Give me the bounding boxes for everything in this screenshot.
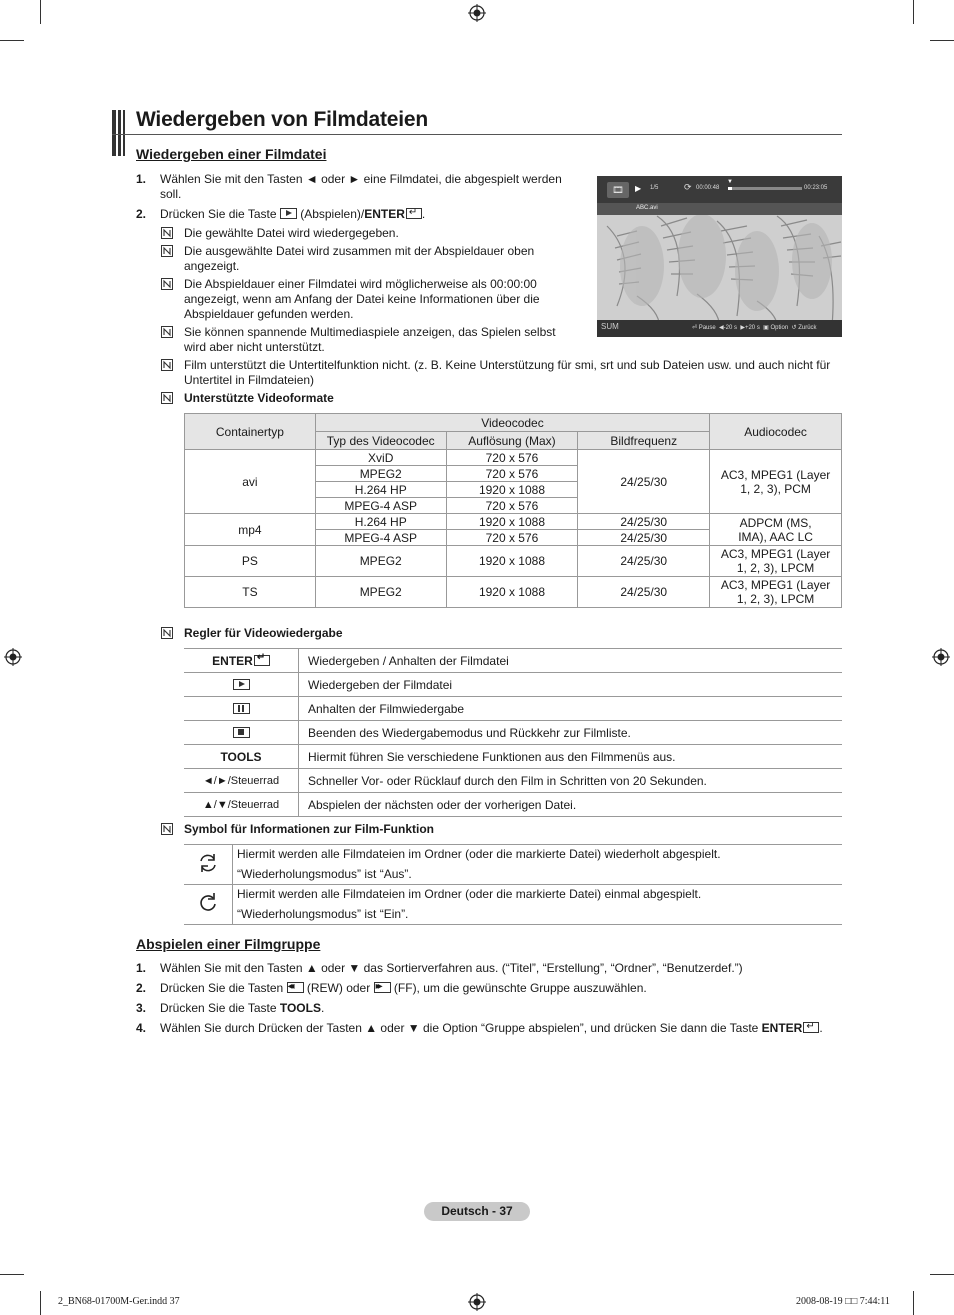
- crop-mark: [930, 40, 954, 41]
- cell-resolution: 1920 x 1088: [446, 577, 578, 608]
- step-number: 4.: [136, 1021, 147, 1035]
- movie-icon: 🎞: [607, 182, 629, 198]
- symbol-desc: [233, 885, 843, 925]
- cell-type: H.264 HP: [315, 514, 446, 530]
- crop-mark: [40, 0, 41, 24]
- key-desc: Abspielen der nächsten oder der vorherigen Datei.: [299, 793, 843, 817]
- step-text-part: Wählen Sie durch Drücken der Tasten ▲ oder ▼ die Option “Gruppe abspielen”, und drücken Sie dann die Taste: [160, 1021, 759, 1035]
- video-format-table: [184, 413, 842, 608]
- file-counter: 1/5: [650, 185, 659, 191]
- repeat-once-cell: [184, 885, 233, 925]
- cell-type: H.264 HP: [315, 482, 446, 498]
- note-icon: [161, 245, 173, 257]
- symbol-desc-line: Hiermit werden alle Filmdateien im Ordner (oder die markierte Datei) einmal abgespielt.: [237, 887, 702, 901]
- key-desc: Anhalten der Filmwiedergabe: [299, 697, 843, 721]
- page-title: Wiedergeben von Filmdateien: [136, 108, 428, 131]
- filename: ABC.avi: [636, 205, 658, 211]
- step-text: [160, 207, 580, 222]
- key-enter: [184, 649, 299, 673]
- header-resolution: Auflösung (Max): [446, 432, 578, 450]
- header-container: Containertyp: [185, 414, 316, 450]
- key-desc: Hiermit führen Sie verschiedene Funktionen aus den Filmmenüs aus.: [299, 745, 843, 769]
- key-play: [184, 673, 299, 697]
- hint-pause: Pause: [698, 325, 716, 331]
- cell-resolution: 720 x 576: [446, 450, 578, 466]
- pause-button-icon: [233, 703, 250, 714]
- hint-option: Option: [770, 325, 789, 331]
- registration-mark-icon: [4, 648, 22, 666]
- cell-type: MPEG2: [315, 546, 446, 577]
- cell-resolution: 720 x 576: [446, 466, 578, 482]
- step-text: Wählen Sie mit den Tasten ▲ oder ▼ das Sortierverfahren aus. (“Titel”, “Erstellung”, “Ordner”, “Benutzerdef.”): [160, 961, 743, 975]
- step-text-part: Drücken Sie die Taste: [160, 1001, 277, 1015]
- cell-resolution: 720 x 576: [446, 530, 578, 546]
- section-heading: Wiedergeben einer Filmdatei: [136, 146, 327, 162]
- key-desc: Wiedergeben / Anhalten der Filmdatei: [299, 649, 843, 673]
- note-heading: Regler für Videowiedergabe: [184, 626, 343, 640]
- step-text: Wählen Sie mit den Tasten ◄ oder ► eine Filmdatei, die abgespielt werden soll.: [160, 172, 562, 201]
- key-tools: TOOLS: [184, 745, 299, 769]
- section-heading: Abspielen einer Filmgruppe: [136, 936, 321, 952]
- enter-key-label: ENTER: [364, 207, 405, 221]
- enter-icon: ⏎: [692, 325, 698, 331]
- progress-bar: [728, 187, 802, 190]
- step-text: [160, 981, 840, 996]
- key-desc: Beenden des Wiedergabemodus und Rückkehr zur Filmliste.: [299, 721, 843, 745]
- step-text-part: .: [320, 1001, 325, 1015]
- cell-framerate: 24/25/30: [578, 546, 710, 577]
- note-icon: [161, 278, 173, 290]
- playback-controls-table: [184, 648, 842, 817]
- cell-resolution: 1920 x 1088: [446, 514, 578, 530]
- crop-mark: [0, 40, 24, 41]
- repeat-icon: ⟳: [684, 182, 692, 192]
- note-icon: [161, 392, 173, 404]
- cell-type: MPEG-4 ASP: [315, 498, 446, 514]
- rewind-button-icon: [287, 982, 304, 993]
- cell-type: MPEG-4 ASP: [315, 530, 446, 546]
- fast-forward-button-icon: [374, 982, 391, 993]
- print-slug-file: 2_BN68-01700M-Ger.indd 37: [58, 1296, 180, 1307]
- header-type: Typ des Videocodec: [315, 432, 446, 450]
- key-desc: Schneller Vor- oder Rücklauf durch den Film in Schritten von 20 Sekunden.: [299, 769, 843, 793]
- header-audiocodec: Audiocodec: [710, 414, 842, 450]
- progress-marker-icon: ▼: [727, 179, 733, 185]
- registration-mark-icon: [468, 1293, 486, 1311]
- enter-icon: [406, 208, 422, 219]
- note-heading: Symbol für Informationen zur Film-Funktion: [184, 822, 434, 836]
- page-number: Deutsch - 37: [424, 1202, 530, 1221]
- step-number: 3.: [136, 1001, 147, 1015]
- crop-mark: [0, 1274, 24, 1275]
- symbol-desc-line: “Wiederholungsmodus” ist “Aus”.: [237, 866, 412, 881]
- symbol-desc-line: Hiermit werden alle Filmdateien im Ordner (oder die markierte Datei) wiederholt abgespielt.: [237, 847, 721, 861]
- enter-icon: [254, 655, 270, 666]
- key-desc: Wiedergeben der Filmdatei: [299, 673, 843, 697]
- repeat-all-icon: [196, 851, 220, 875]
- player-screenshot: [597, 176, 842, 337]
- note-text: Die ausgewählte Datei wird zusammen mit der Abspieldauer oben angezeigt.: [184, 244, 535, 273]
- registration-mark-icon: [468, 4, 486, 22]
- cell-audio: AC3, MPEG1 (Layer 1, 2, 3), PCM: [710, 450, 842, 514]
- enter-icon: [803, 1022, 819, 1033]
- note-heading: Unterstützte Videoformate: [184, 391, 334, 405]
- note-icon: [161, 326, 173, 338]
- header-videocodec: Videocodec: [315, 414, 709, 432]
- total-time: 00:23:05: [804, 185, 828, 191]
- cell-resolution: 1920 x 1088: [446, 482, 578, 498]
- hint-forward: +20 s: [744, 325, 760, 331]
- cell-framerate: 24/25/30: [578, 450, 710, 514]
- note-text: Sie können spannende Multimediaspiele anzeigen, das Spielen selbst wird aber nicht unterstützt.: [184, 325, 556, 354]
- cell-audio: AC3, MPEG1 (Layer 1, 2, 3), LPCM: [710, 546, 842, 577]
- filename-bar: [597, 203, 842, 215]
- cell-type: MPEG2: [315, 466, 446, 482]
- note-icon: [161, 823, 173, 835]
- header-framerate: Bildfrequenz: [578, 432, 710, 450]
- step-number: 2.: [136, 981, 147, 995]
- key-up-down: ▲/▼/Steuerrad: [184, 793, 299, 817]
- progress-fill: [728, 187, 732, 190]
- symbol-desc-line: “Wiederholungsmodus” ist “Ein”.: [237, 906, 409, 921]
- print-slug-date: 2008-08-19 □□ 7:44:11: [796, 1296, 890, 1307]
- note-text: Die gewählte Datei wird wiedergegeben.: [184, 226, 399, 240]
- step-text-part: (Abspielen)/: [300, 207, 365, 221]
- device-name: SUM: [601, 322, 619, 331]
- note-icon: [161, 359, 173, 371]
- cell-container: mp4: [185, 514, 316, 546]
- cell-container: TS: [185, 577, 316, 608]
- key-left-right: ◄/►/Steuerrad: [184, 769, 299, 793]
- cell-resolution: 720 x 576: [446, 498, 578, 514]
- step-number: 2.: [136, 207, 147, 221]
- step-text-part: (REW) oder: [306, 981, 371, 995]
- cell-audio: ADPCM (MS, IMA), AAC LC: [710, 514, 842, 546]
- cell-framerate: 24/25/30: [578, 530, 710, 546]
- function-symbols-table: [184, 844, 842, 925]
- cell-container: avi: [185, 450, 316, 514]
- cell-type: MPEG2: [315, 577, 446, 608]
- cell-audio: AC3, MPEG1 (Layer 1, 2, 3), LPCM: [710, 577, 842, 608]
- cell-container: PS: [185, 546, 316, 577]
- crop-mark: [913, 1291, 914, 1315]
- crop-mark: [40, 1291, 41, 1315]
- step-text: [160, 1001, 840, 1016]
- elapsed-time: 00:00:48: [696, 185, 720, 191]
- step-text-part: .: [819, 1021, 823, 1035]
- hint-rewind: -20 s: [723, 325, 738, 331]
- play-button-icon: [233, 679, 250, 690]
- registration-mark-icon: [932, 648, 950, 666]
- note-text: Film unterstützt die Untertitelfunktion nicht. (z. B. Keine Unterstützung für smi, srt und sub Dateien usw. und auch nicht für Untertitel in Filmdateien): [184, 358, 831, 387]
- play-state-icon: ▶: [635, 184, 642, 193]
- note-icon: [161, 227, 173, 239]
- note-icon: [161, 627, 173, 639]
- player-button-hints: ⏎ Pause ◀-20 s ▶+20 s ▣ Option ↺ Zurück: [692, 325, 817, 331]
- symbol-desc: [233, 845, 843, 885]
- key-pause: [184, 697, 299, 721]
- hint-back: Zurück: [798, 325, 817, 331]
- step-number: 1.: [136, 172, 147, 186]
- step-text-part: (FF), um die gewünschte Gruppe auszuwählen.: [393, 981, 647, 995]
- crop-mark: [913, 0, 914, 24]
- cell-framerate: 24/25/30: [578, 577, 710, 608]
- enter-key-label: ENTER: [761, 1021, 803, 1035]
- repeat-all-cell: [184, 845, 233, 885]
- step-text-part: .: [421, 207, 426, 221]
- step-text-part: Drücken Sie die Tasten: [160, 981, 284, 995]
- key-stop: [184, 721, 299, 745]
- cell-resolution: 1920 x 1088: [446, 546, 578, 577]
- step-number: 1.: [136, 961, 147, 975]
- note-text: Die Abspieldauer einer Filmdatei wird möglicherweise als 00:00:00 angezeigt, wenn am Anfang der Datei keine Informationen über die Abspieldauer gefunden werden.: [184, 277, 540, 321]
- step-text-part: Drücken Sie die Taste: [160, 207, 277, 221]
- stop-button-icon: [233, 727, 250, 738]
- key-label: ENTER: [212, 653, 253, 668]
- crop-mark: [930, 1274, 954, 1275]
- cell-framerate: 24/25/30: [578, 514, 710, 530]
- play-button-icon: [280, 208, 297, 219]
- tools-key-label: TOOLS: [279, 1001, 321, 1015]
- step-text: [160, 1021, 850, 1036]
- cell-type: XviD: [315, 450, 446, 466]
- repeat-once-icon: [196, 891, 220, 915]
